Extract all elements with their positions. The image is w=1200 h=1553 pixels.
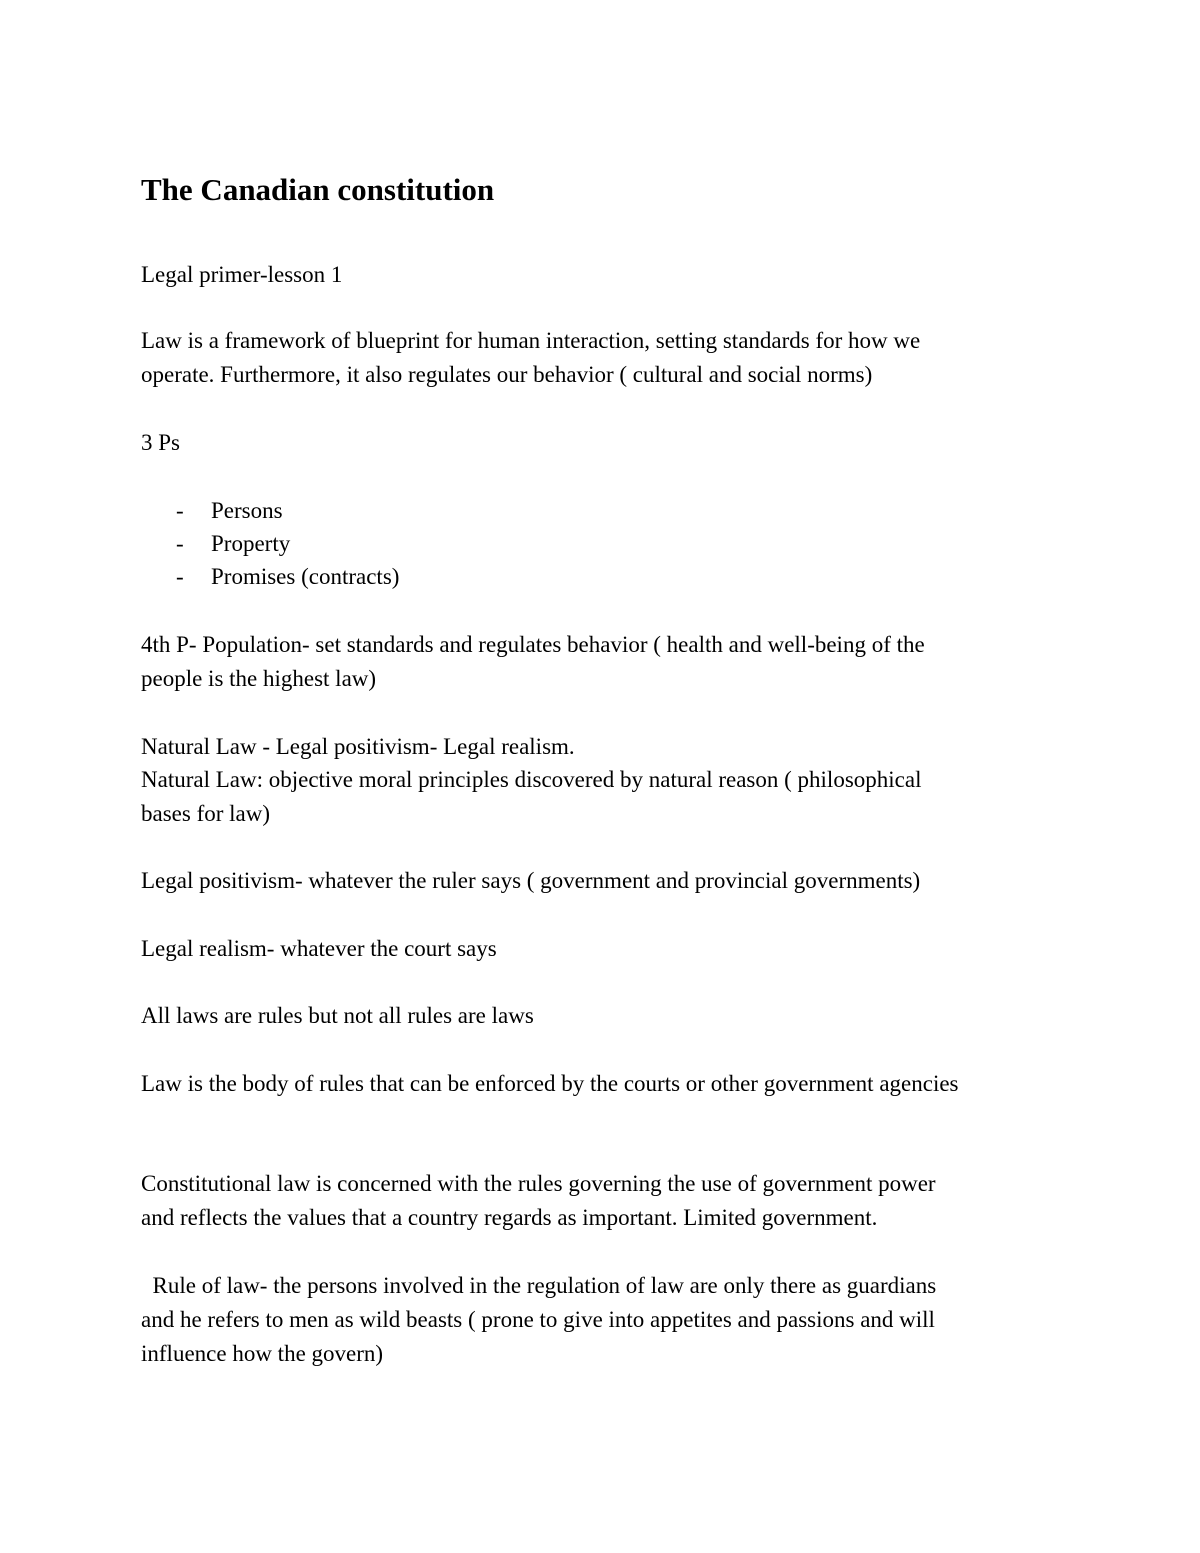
bullet-dash: - [176,564,184,589]
legal-positivism-line: Legal positivism- whatever the ruler says ( government and provincial governments) [141,868,921,893]
constitutional-law-line-1: Constitutional law is concerned with the rules governing the use of government power [141,1171,936,1196]
legal-realism-line: Legal realism- whatever the court says [141,936,497,961]
bullet-dash: - [176,498,184,523]
law-body-line: Law is the body of rules that can be enforced by the courts or other government agencies [141,1071,959,1096]
schools-line-3: bases for law) [141,801,271,826]
rules-vs-laws-line: All laws are rules but not all rules are laws [141,1003,534,1028]
list-item-promises: Promises (contracts) [211,564,400,589]
rule-of-law-line-1: Rule of law- the persons involved in the regulation of law are only there as guardians [141,1273,937,1298]
bullet-dash: - [176,531,184,556]
lesson-subtitle: Legal primer-lesson 1 [141,262,343,287]
law-definition-line-1: Law is a framework of blueprint for human interaction, setting standards for how we [141,328,921,353]
schools-line-2: Natural Law: objective moral principles discovered by natural reason ( philosophical [141,767,922,792]
list-item-property: Property [211,531,291,556]
rule-of-law-line-2: and he refers to men as wild beasts ( prone to give into appetites and passions and will [141,1307,935,1332]
fourth-p-line-2: people is the highest law) [141,666,377,691]
fourth-p-line-1: 4th P- Population- set standards and regulates behavior ( health and well-being of the [141,632,925,657]
three-ps-heading: 3 Ps [141,430,180,455]
rule-of-law-line-3: influence how the govern) [141,1341,384,1366]
document-title: The Canadian constitution [141,172,495,207]
schools-line-1: Natural Law - Legal positivism- Legal realism. [141,734,575,759]
law-definition-line-2: operate. Furthermore, it also regulates our behavior ( cultural and social norms) [141,362,873,387]
list-item-persons: Persons [211,498,283,523]
constitutional-law-line-2: and reflects the values that a country regards as important. Limited government. [141,1205,878,1230]
